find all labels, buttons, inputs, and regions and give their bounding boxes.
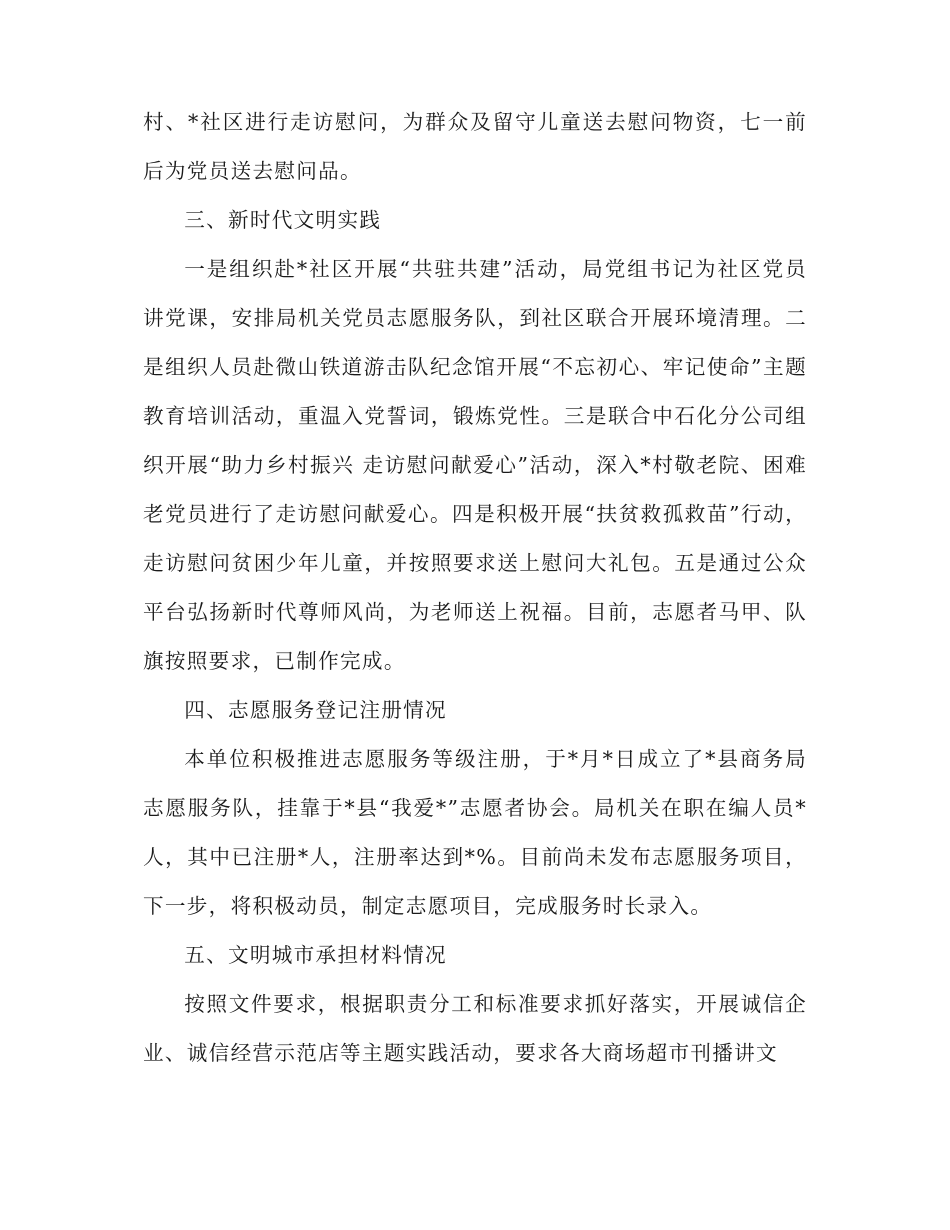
paragraph-continued: 村、*社区进行走访慰问，为群众及留守儿童送去慰问物资，七一前后为党员送去慰问品。: [143, 110, 807, 183]
section-heading-4: 四、志愿服务登记注册情况: [184, 698, 447, 722]
section-heading-5: 五、文明城市承担材料情况: [184, 943, 447, 967]
paragraph-civilized-city-materials: 按照文件要求，根据职责分工和标准要求抓好落实，开展诚信企业、诚信经营示范店等主题实践活动，要求各大商场超市刊播讲文: [143, 992, 807, 1065]
paragraph-civilization-practice: 一是组织赴*社区开展“共驻共建”活动，局党组书记为社区党员讲党课，安排局机关党员志愿服务队，到社区联合开展环境清理。二是组织人员赴微山铁道游击队纪念馆开展“不忘初心、牢记使命”主题教育培训活动，重温入党誓词，锻炼党性。三是联合中石化分公司组织开展“助力乡村振兴 走访慰问献爱心”活动，深入*村敬老院、困难老党员进行了走访慰问献爱心。四是积极开展“扶贫救孤救苗”行动，走访慰问贫困少年儿童，并按照要求送上慰问大礼包。五是通过公众平台弘扬新时代尊师风尚，为老师送上祝福。目前，志愿者马甲、队旗按照要求，已制作完成。: [143, 257, 807, 673]
section-heading-3: 三、新时代文明实践: [184, 208, 382, 232]
paragraph-volunteer-registration: 本单位积极推进志愿服务等级注册，于*月*日成立了*县商务局志愿服务队，挂靠于*县“我爱*”志愿者协会。局机关在职在编人员*人，其中已注册*人，注册率达到*%。目前尚未发布志愿服务项目，下一步，将积极动员，制定志愿项目，完成服务时长录入。: [143, 747, 807, 918]
document-body: [143, 98, 807, 1078]
